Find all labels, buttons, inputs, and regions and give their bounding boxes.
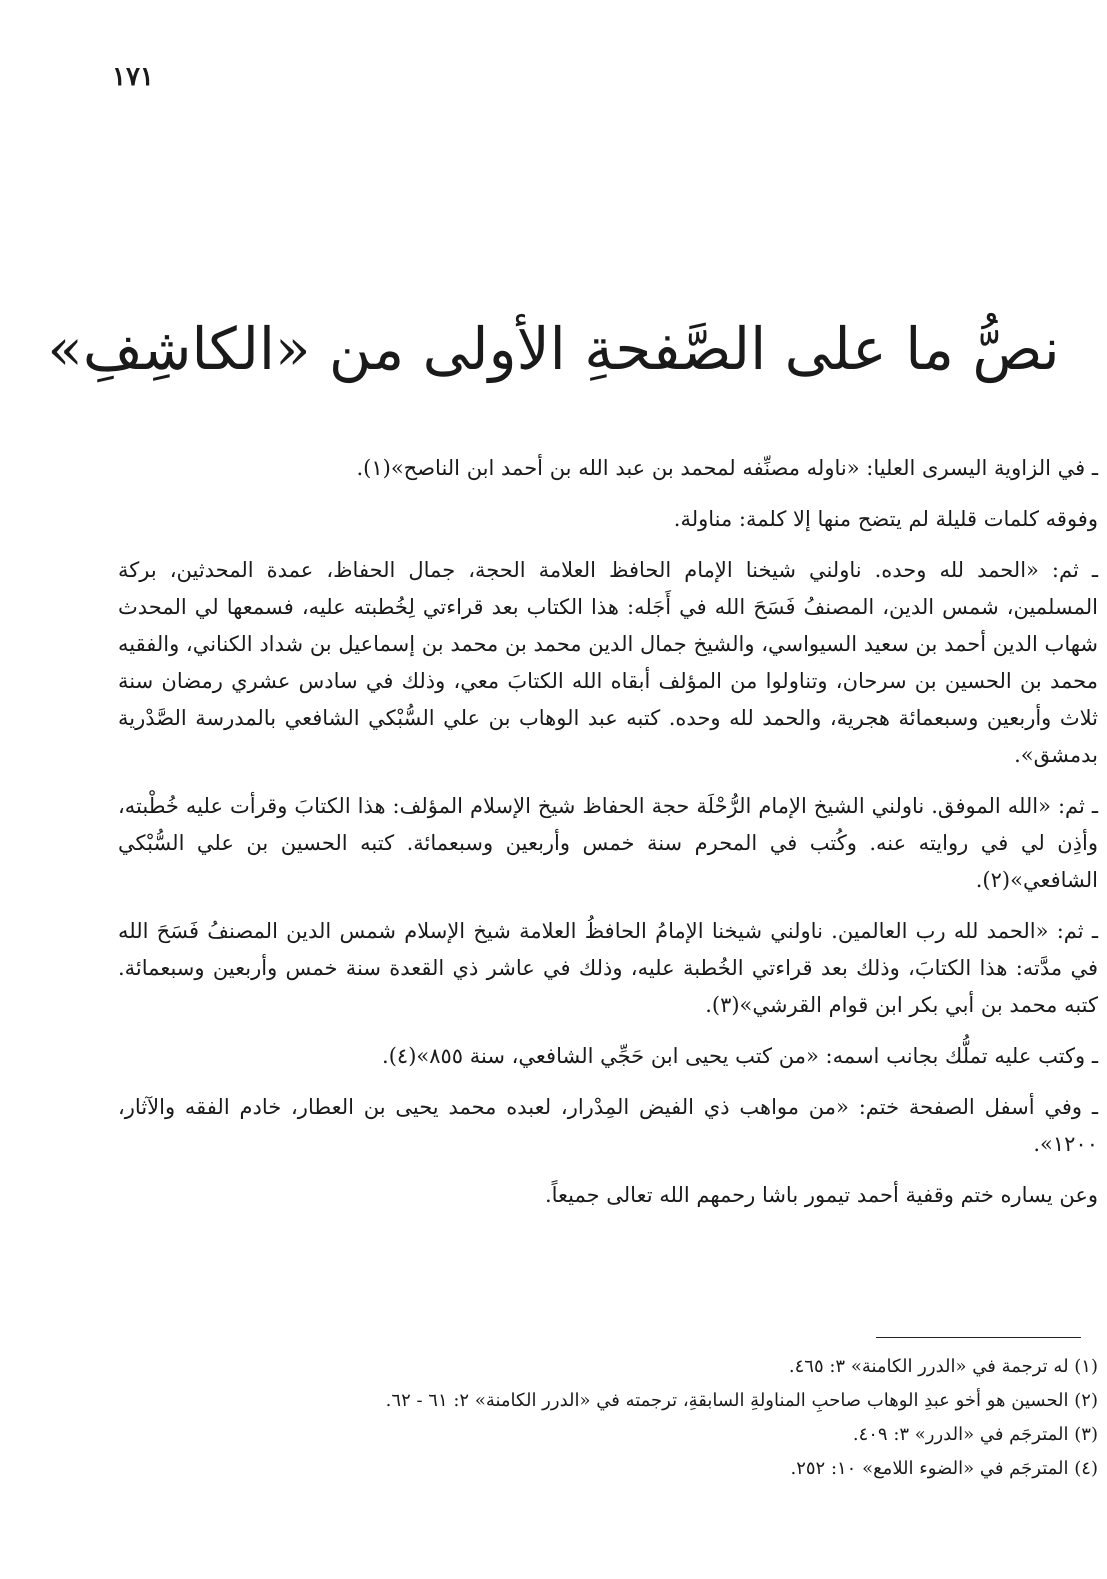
- paragraph-ownership-note: ـ وكتب عليه تملُّك بجانب اسمه: «من كتب يحيى ابن حَجِّي الشافعي، سنة ٨٥٥»(٤).: [382, 1044, 1098, 1068]
- paragraph-first-munawala: ـ ثم: «الحمد لله وحده. ناولني شيخنا الإمام الحافظ العلامة الحجة، جمال الحفاظ، عمدة المحدثين، بركة المسلمين، شمس الدين، المصنفُ فَسَحَ الله في أَجَله: هذا الكتاب بعد قراءتي لِخُطبته عليه، فسمعها لي المحدث شهاب الدين أحمد بن سعيد السيواسي، والشيخ جمال الدين محمد بن محمد بن إسماعيل بن شداد الكناني، والفقيه محمد بن الحسين بن سرحان، وتناولوا من المؤلف أبقاه الله الكتابَ معي، وذلك في سادس عشري رمضان سنة ثلاث وأربعين وسبعمائة هجرية، والحمد لله وحده. كتبه عبد الوهاب بن علي السُّبْكي الشافعي بالمدرسة الصَّدْرية بدمشق».: [118, 558, 1098, 767]
- footnote-1: (١) له ترجمة في «الدرر الكامنة» ٣: ٤٦٥.: [788, 1356, 1098, 1377]
- page-number: ١٧١: [112, 62, 154, 92]
- footnote-2: (٢) الحسين هو أخو عبدِ الوهاب صاحبِ المناولةِ السابقةِ، ترجمته في «الدرر الكامنة» ٢: ٦١ - ٦٢.: [385, 1390, 1098, 1411]
- footnote-4: (٤) المترجَم في «الضوء اللامع» ١٠: ٢٥٢.: [790, 1458, 1098, 1479]
- footnote-divider: [876, 1337, 1081, 1338]
- paragraph-second-munawala: ـ ثم: «الله الموفق. ناولني الشيخ الإمام الرُّحْلَة حجة الحفاظ شيخ الإسلام المؤلف: هذا الكتابَ وقرأت عليه خُطْبته، وأذِن لي في روايته عنه. وكُتب في المحرم سنة خمس وأربعين وسبعمائة. كتبه الحسين بن علي السُّبْكي الشافعي»(٢).: [118, 794, 1098, 892]
- footnotes: [118, 1350, 1098, 1486]
- paragraph-top-left-note: ـ في الزاوية اليسرى العليا: «ناوله مصنِّفه لمحمد بن عبد الله بن أحمد ابن الناصح»(١).: [356, 456, 1098, 480]
- paragraph-above-note: وفوقه كلمات قليلة لم يتضح منها إلا كلمة: مناولة.: [673, 507, 1098, 531]
- paragraph-third-munawala: ـ ثم: «الحمد لله رب العالمين. ناولني شيخنا الإمامُ الحافظُ العلامة شيخ الإسلام شمس الدين المصنفُ فَسَحَ الله في مدَّته: هذا الكتابَ، وذلك بعد قراءتي الخُطبة عليه، وذلك في عاشر ذي القعدة سنة خمس وأربعين وسبعمائة. كتبه محمد بن أبي بكر ابن قوام القرشي»(٣).: [118, 919, 1098, 1017]
- paragraph-bottom-stamp: ـ وفي أسفل الصفحة ختم: «من مواهب ذي الفيض المِدْرار، لعبده محمد يحيى بن العطار، خادم الفقه والآثار، ١٢٠٠».: [118, 1095, 1098, 1156]
- footnote-3: (٣) المترجَم في «الدرر» ٣: ٤٠٩.: [852, 1424, 1098, 1445]
- page-title: نصُّ ما على الصَّفحةِ الأولى من «الكاشِفِ»: [47, 315, 1060, 383]
- body-text: [118, 450, 1098, 1228]
- paragraph-waqf-stamp: وعن يساره ختم وقفية أحمد تيمور باشا رحمهم الله تعالى جميعاً.: [544, 1183, 1098, 1207]
